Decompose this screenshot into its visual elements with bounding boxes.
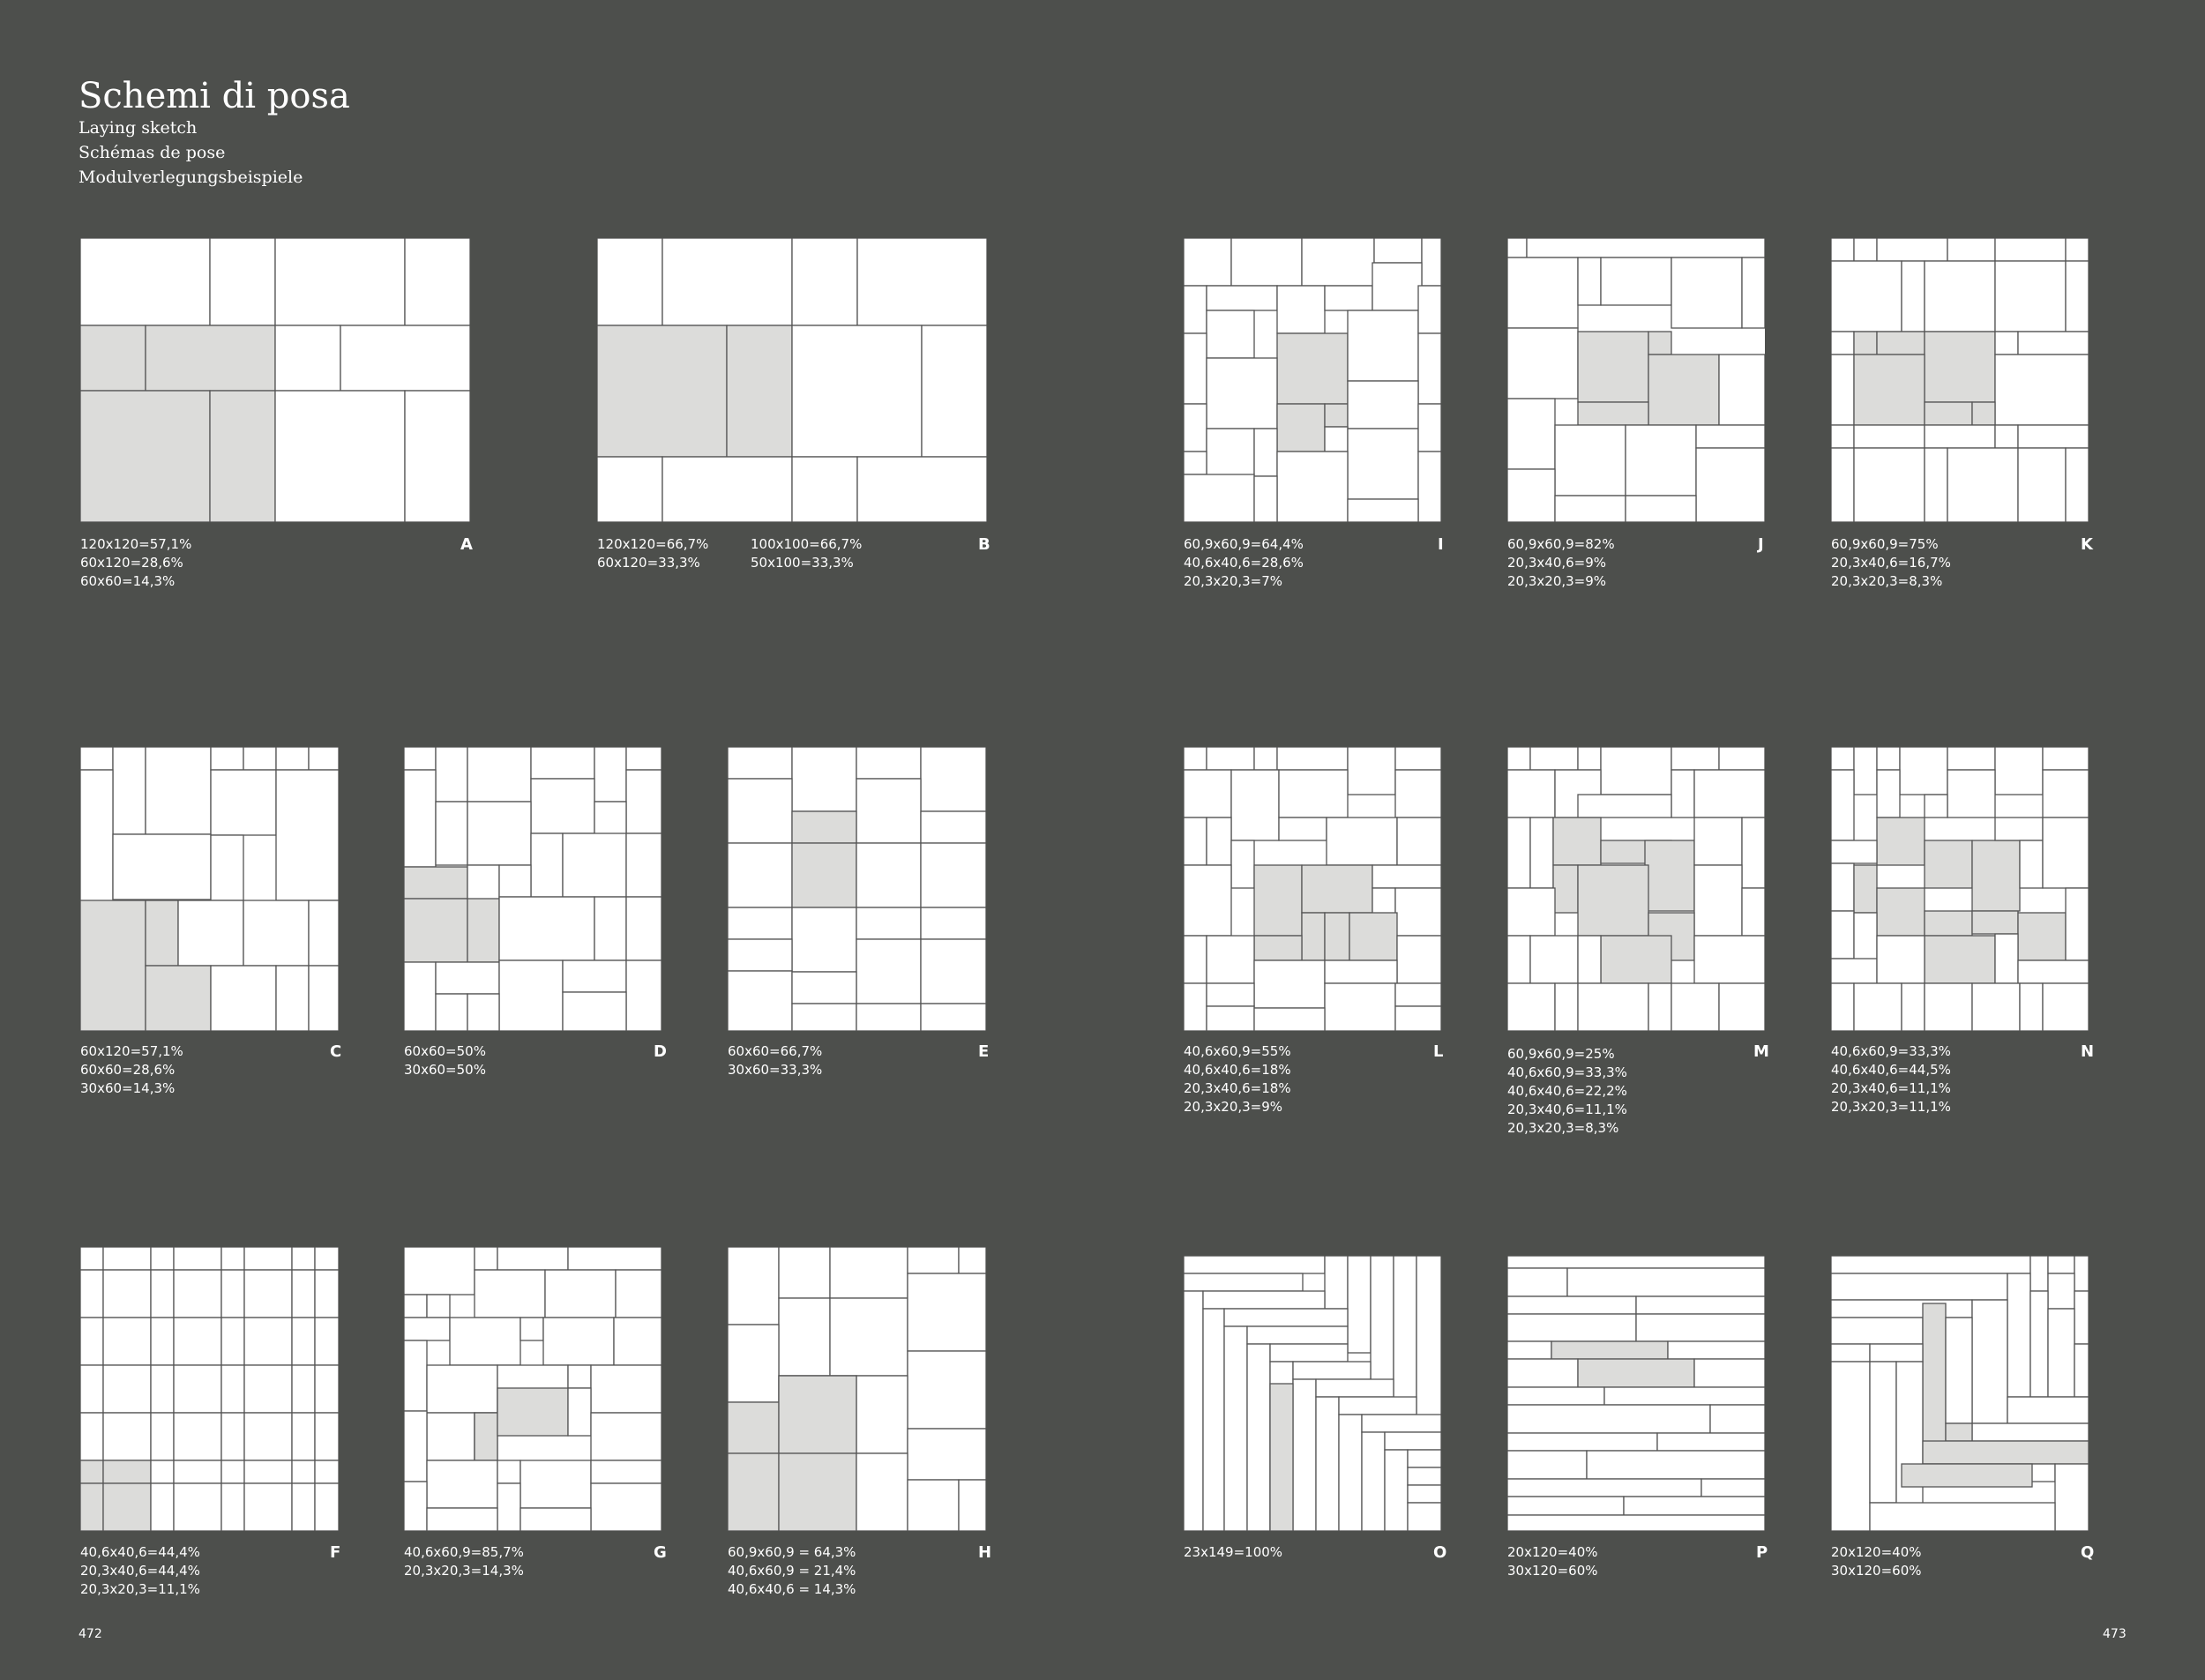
scheme-letter: C — [330, 1042, 342, 1061]
scheme-legend: 40,6x40,6=44,4% 20,3x40,6=44,4% 20,3x20,3=11,1% — [80, 1544, 200, 1597]
laying-pattern-diagram — [1831, 238, 2089, 522]
scheme-legend-second: 100x100=66,7% 50x100=33,3% — [751, 536, 863, 571]
laying-pattern-diagram — [1507, 747, 1765, 1031]
laying-pattern-diagram — [1184, 238, 1441, 522]
laying-pattern-diagram — [597, 238, 987, 522]
scheme-legend: 60,9x60,9 = 64,3% 40,6x60,9 = 21,4% 40,6x40,6 = 14,3% — [728, 1544, 856, 1597]
laying-pattern-diagram — [728, 747, 986, 1031]
laying-pattern-diagram — [404, 1247, 662, 1531]
scheme-legend: 60x120=57,1% 60x60=28,6% 30x60=14,3% — [80, 1043, 183, 1096]
scheme-letter: K — [2081, 535, 2093, 554]
laying-pattern-diagram — [80, 747, 339, 1031]
laying-pattern-diagram — [1184, 1256, 1441, 1531]
subtitle-german: Modulverlegungsbeispiele — [78, 168, 303, 187]
scheme-legend: 20x120=40% 30x120=60% — [1831, 1544, 1922, 1579]
page-number-left: 472 — [78, 1627, 102, 1641]
scheme-legend: 40,6x60,9=33,3% 40,6x40,6=44,5% 20,3x40,6=11,1% 20,3x20,3=11,1% — [1831, 1043, 1951, 1115]
scheme-letter: O — [1433, 1543, 1447, 1562]
laying-pattern-diagram — [80, 1247, 339, 1531]
laying-pattern-diagram — [404, 747, 662, 1031]
laying-pattern-diagram — [80, 238, 470, 522]
scheme-legend: 60,9x60,9=64,4% 40,6x40,6=28,6% 20,3x20,3=7% — [1184, 536, 1304, 589]
scheme-legend: 20x120=40% 30x120=60% — [1507, 1544, 1598, 1579]
scheme-letter: E — [978, 1042, 990, 1061]
scheme-letter: F — [330, 1543, 341, 1562]
laying-pattern-diagram — [728, 1247, 986, 1531]
scheme-letter: P — [1756, 1543, 1768, 1562]
scheme-legend: 60,9x60,9=82% 20,3x40,6=9% 20,3x20,3=9% — [1507, 536, 1615, 589]
scheme-legend: 60,9x60,9=25% 40,6x60,9=33,3% 40,6x40,6=22,2% 20,3x40,6=11,1% 20,3x20,3=8,3% — [1507, 1046, 1627, 1136]
scheme-letter: L — [1433, 1042, 1444, 1061]
scheme-letter: N — [2081, 1042, 2095, 1061]
laying-pattern-diagram — [1831, 747, 2089, 1031]
scheme-legend: 40,6x60,9=85,7% 20,3x20,3=14,3% — [404, 1544, 524, 1579]
scheme-legend: 60x60=50% 30x60=50% — [404, 1043, 486, 1078]
laying-pattern-diagram — [1507, 1256, 1765, 1531]
scheme-legend: 40,6x60,9=55% 40,6x40,6=18% 20,3x40,6=18% 20,3x20,3=9% — [1184, 1043, 1291, 1115]
scheme-letter: I — [1438, 535, 1444, 554]
scheme-legend: 120x120=57,1% 60x120=28,6% 60x60=14,3% — [80, 536, 192, 589]
scheme-legend: 60,9x60,9=75% 20,3x40,6=16,7% 20,3x20,3=8,3% — [1831, 536, 1951, 589]
scheme-letter: H — [978, 1543, 992, 1562]
subtitle-french: Schémas de pose — [78, 143, 226, 162]
subtitle-english: Laying sketch — [78, 118, 198, 138]
page-title: Schemi di posa — [78, 76, 350, 116]
scheme-letter: Q — [2081, 1543, 2095, 1562]
scheme-letter: G — [654, 1543, 667, 1562]
scheme-letter: M — [1753, 1042, 1769, 1061]
scheme-legend: 120x120=66,7% 60x120=33,3% — [597, 536, 709, 571]
scheme-letter: J — [1758, 535, 1764, 554]
laying-pattern-diagram — [1831, 1256, 2089, 1531]
scheme-letter: D — [654, 1042, 667, 1061]
scheme-legend: 60x60=66,7% 30x60=33,3% — [728, 1043, 823, 1078]
laying-pattern-diagram — [1507, 238, 1765, 522]
scheme-letter: A — [460, 535, 473, 554]
laying-pattern-diagram — [1184, 747, 1441, 1031]
page-number-right: 473 — [2103, 1627, 2127, 1641]
scheme-letter: B — [978, 535, 990, 554]
scheme-legend: 23x149=100% — [1184, 1544, 1283, 1560]
